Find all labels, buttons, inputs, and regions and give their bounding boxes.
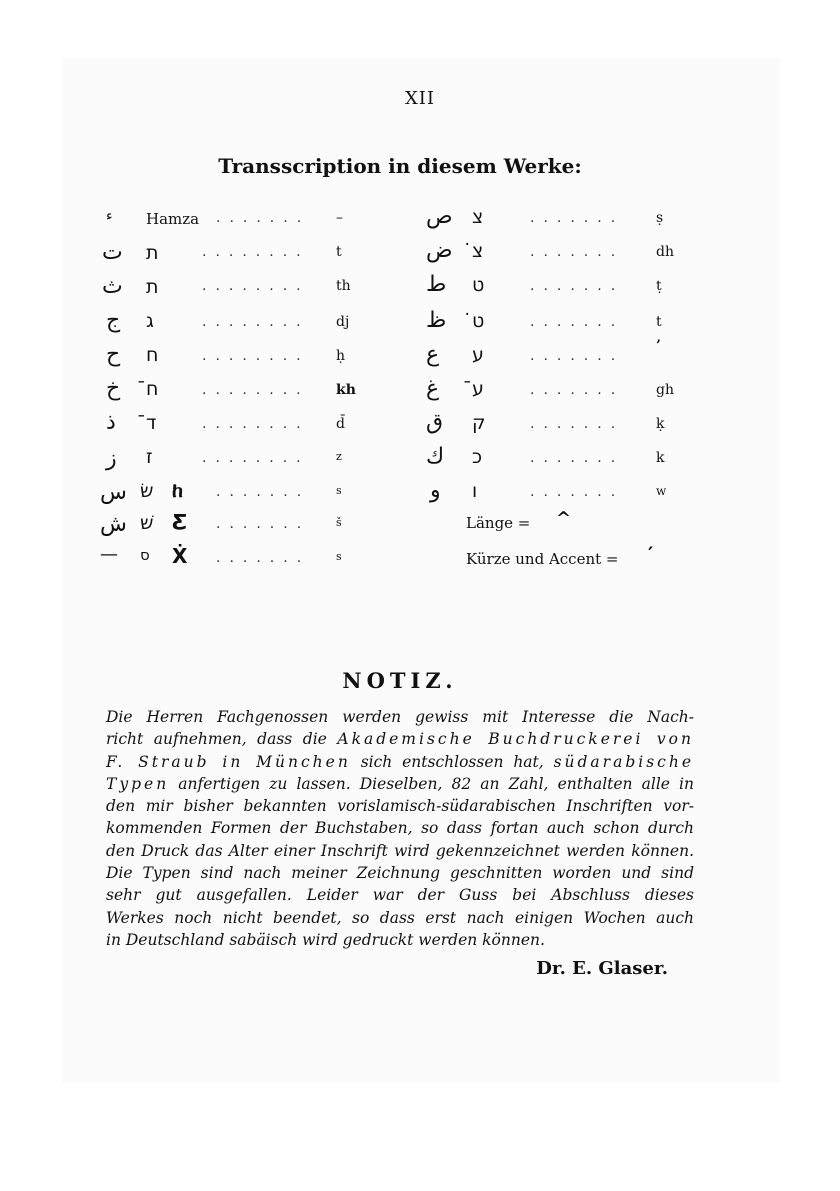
arabic-letter: ء bbox=[106, 208, 113, 224]
transliteration: gh bbox=[656, 382, 674, 398]
paragraph-line: in Deutschland sabäisch wird gedruckt werden können. bbox=[106, 930, 545, 949]
sabaean-letter: Ƹ bbox=[172, 510, 188, 534]
hebrew-letter: ת bbox=[146, 276, 159, 298]
length-label: Länge = bbox=[466, 514, 531, 532]
arabic-letter: ذ bbox=[106, 410, 116, 435]
signature: Dr. E. Glaser. bbox=[536, 958, 668, 979]
transliteration: s bbox=[336, 550, 342, 563]
notiz-heading: NOTIZ. bbox=[342, 668, 458, 693]
sabaean-letter: Ẋ bbox=[172, 544, 188, 568]
transliteration: d̄ bbox=[336, 416, 345, 432]
short-label: Kürze und Accent = bbox=[466, 550, 619, 568]
transliteration: w bbox=[656, 484, 667, 498]
paragraph-line bbox=[106, 773, 694, 795]
hebrew-letter: ט̇ bbox=[472, 310, 485, 332]
publisher-location: F. Straub in München bbox=[106, 752, 351, 771]
dots-leader: ........ bbox=[202, 416, 310, 432]
text-run: sich entschlossen hat, bbox=[360, 752, 544, 771]
transliteration: – bbox=[336, 210, 343, 226]
transliteration: ṭ bbox=[656, 278, 662, 294]
page-number: XII bbox=[404, 88, 436, 109]
arabic-letter: ع bbox=[426, 342, 440, 367]
transliteration: t bbox=[656, 314, 662, 330]
hebrew-letter: ח̄ bbox=[146, 378, 159, 400]
paragraph-line: Die Herren Fachgenossen werden gewiss mit Interesse die Nach- bbox=[106, 708, 694, 726]
transliteration: kh bbox=[336, 382, 356, 398]
length-symbol: ^ bbox=[556, 508, 572, 529]
dots-leader: ....... bbox=[530, 314, 625, 330]
arabic-letter: و bbox=[430, 478, 441, 503]
arabic-letter: ج bbox=[106, 308, 121, 333]
text-run: anfertigen zu lassen. Dieselben, 82 an Zahl, enthalten alle in bbox=[178, 774, 694, 793]
arabic-letter: خ bbox=[106, 376, 121, 401]
dots-leader: ....... bbox=[216, 210, 311, 226]
transliteration: s bbox=[336, 484, 342, 497]
dots-leader: ........ bbox=[202, 348, 310, 364]
hebrew-letter: ס bbox=[140, 546, 150, 564]
hebrew-letter: צ̇ bbox=[472, 240, 484, 262]
arabic-letter: ش bbox=[100, 512, 127, 537]
dots-leader: ........ bbox=[202, 314, 310, 330]
transliteration: th bbox=[336, 278, 351, 294]
transliteration: ṣ bbox=[656, 210, 664, 226]
hebrew-letter: כ bbox=[472, 446, 483, 468]
hebrew-letter: ז bbox=[146, 446, 153, 468]
hebrew-letter: ח bbox=[146, 344, 159, 366]
type-word: Typen bbox=[106, 774, 170, 793]
transliteration: š bbox=[336, 516, 342, 529]
dots-leader: ........ bbox=[202, 278, 310, 294]
dots-leader: ....... bbox=[530, 244, 625, 260]
dots-leader: ....... bbox=[530, 450, 625, 466]
transliteration: ḥ bbox=[336, 348, 346, 364]
hebrew-letter: ת bbox=[146, 242, 159, 264]
arabic-letter: — bbox=[100, 544, 118, 565]
paragraph-line: sehr gut ausgefallen. Leider war der Guss bei Abschluss dieses bbox=[106, 886, 694, 905]
arabic-letter: ز bbox=[106, 446, 117, 471]
arabic-letter: س bbox=[100, 480, 127, 505]
page-title: Transscription in diesem Werke: bbox=[218, 154, 582, 178]
dots-leader: ........ bbox=[202, 244, 310, 260]
hebrew-letter: שׁ bbox=[140, 512, 154, 534]
dots-leader: ........ bbox=[202, 450, 310, 466]
hebrew-letter: ק bbox=[472, 412, 486, 434]
arabic-letter: ث bbox=[102, 274, 123, 299]
arabic-letter: ق bbox=[426, 410, 444, 435]
transcription-table bbox=[96, 204, 696, 584]
hebrew-letter: שׂ bbox=[140, 480, 154, 502]
dots-leader: ....... bbox=[530, 210, 625, 226]
hebrew-letter: ג bbox=[146, 310, 154, 332]
dots-leader: ....... bbox=[216, 484, 311, 500]
arabic-letter: ص bbox=[426, 204, 453, 229]
transliteration: t bbox=[336, 244, 342, 260]
dots-leader: ....... bbox=[530, 382, 625, 398]
type-name: südarabische bbox=[553, 752, 694, 771]
notiz-paragraph bbox=[106, 706, 694, 951]
dots-leader: ....... bbox=[216, 516, 311, 532]
transliteration: k bbox=[656, 450, 665, 466]
transliteration: dh bbox=[656, 244, 674, 260]
hebrew-letter: ע̄ bbox=[472, 378, 484, 400]
arabic-letter: ظ bbox=[426, 308, 447, 333]
dots-leader: ....... bbox=[530, 484, 625, 500]
hebrew-letter: ד̄ bbox=[146, 412, 157, 434]
dots-leader: ....... bbox=[216, 550, 311, 566]
paragraph-line: Werkes noch nicht beendet, so dass erst nach einigen Wochen auch bbox=[106, 908, 694, 927]
paragraph-line: den mir bisher bekannten vorislamisch-südarabischen Inschriften vor- bbox=[106, 797, 694, 816]
short-symbol: ′ bbox=[648, 542, 654, 566]
transliteration: z bbox=[336, 450, 342, 463]
transliteration: dj bbox=[336, 314, 350, 330]
arabic-letter: ط bbox=[426, 272, 447, 297]
dots-leader: ........ bbox=[202, 382, 310, 398]
paragraph-line bbox=[106, 728, 694, 750]
paragraph-line: den Druck das Alter einer Inschrift wird gekennzeichnet werden können. bbox=[106, 841, 694, 860]
arabic-letter: غ bbox=[426, 376, 440, 401]
arabic-letter: ك bbox=[426, 444, 445, 469]
publisher-name: Akademische Buchdruckerei von bbox=[337, 730, 694, 749]
paragraph-line: Die Typen sind nach meiner Zeichnung geschnitten worden und sind bbox=[106, 864, 694, 883]
hebrew-letter: ט bbox=[472, 274, 485, 296]
text-run: richt aufnehmen, dass die bbox=[106, 730, 327, 749]
arabic-letter: ح bbox=[106, 342, 121, 367]
transliteration: ḳ bbox=[656, 416, 665, 432]
transliteration: ’ bbox=[656, 338, 661, 354]
dots-leader: ....... bbox=[530, 348, 625, 364]
hebrew-letter: צ bbox=[472, 206, 484, 228]
dots-leader: ....... bbox=[530, 416, 625, 432]
paragraph-line: kommenden Formen der Buchstaben, so dass fortan auch schon durch bbox=[106, 819, 694, 838]
paragraph-line bbox=[106, 751, 694, 773]
hebrew-letter: ו bbox=[472, 480, 478, 502]
row-label: Hamza bbox=[146, 210, 200, 228]
dots-leader: ....... bbox=[530, 278, 625, 294]
arabic-letter: ت bbox=[102, 240, 123, 265]
hebrew-letter: ע bbox=[472, 344, 484, 366]
sabaean-letter: ከ bbox=[172, 478, 184, 502]
arabic-letter: ض bbox=[426, 238, 453, 263]
